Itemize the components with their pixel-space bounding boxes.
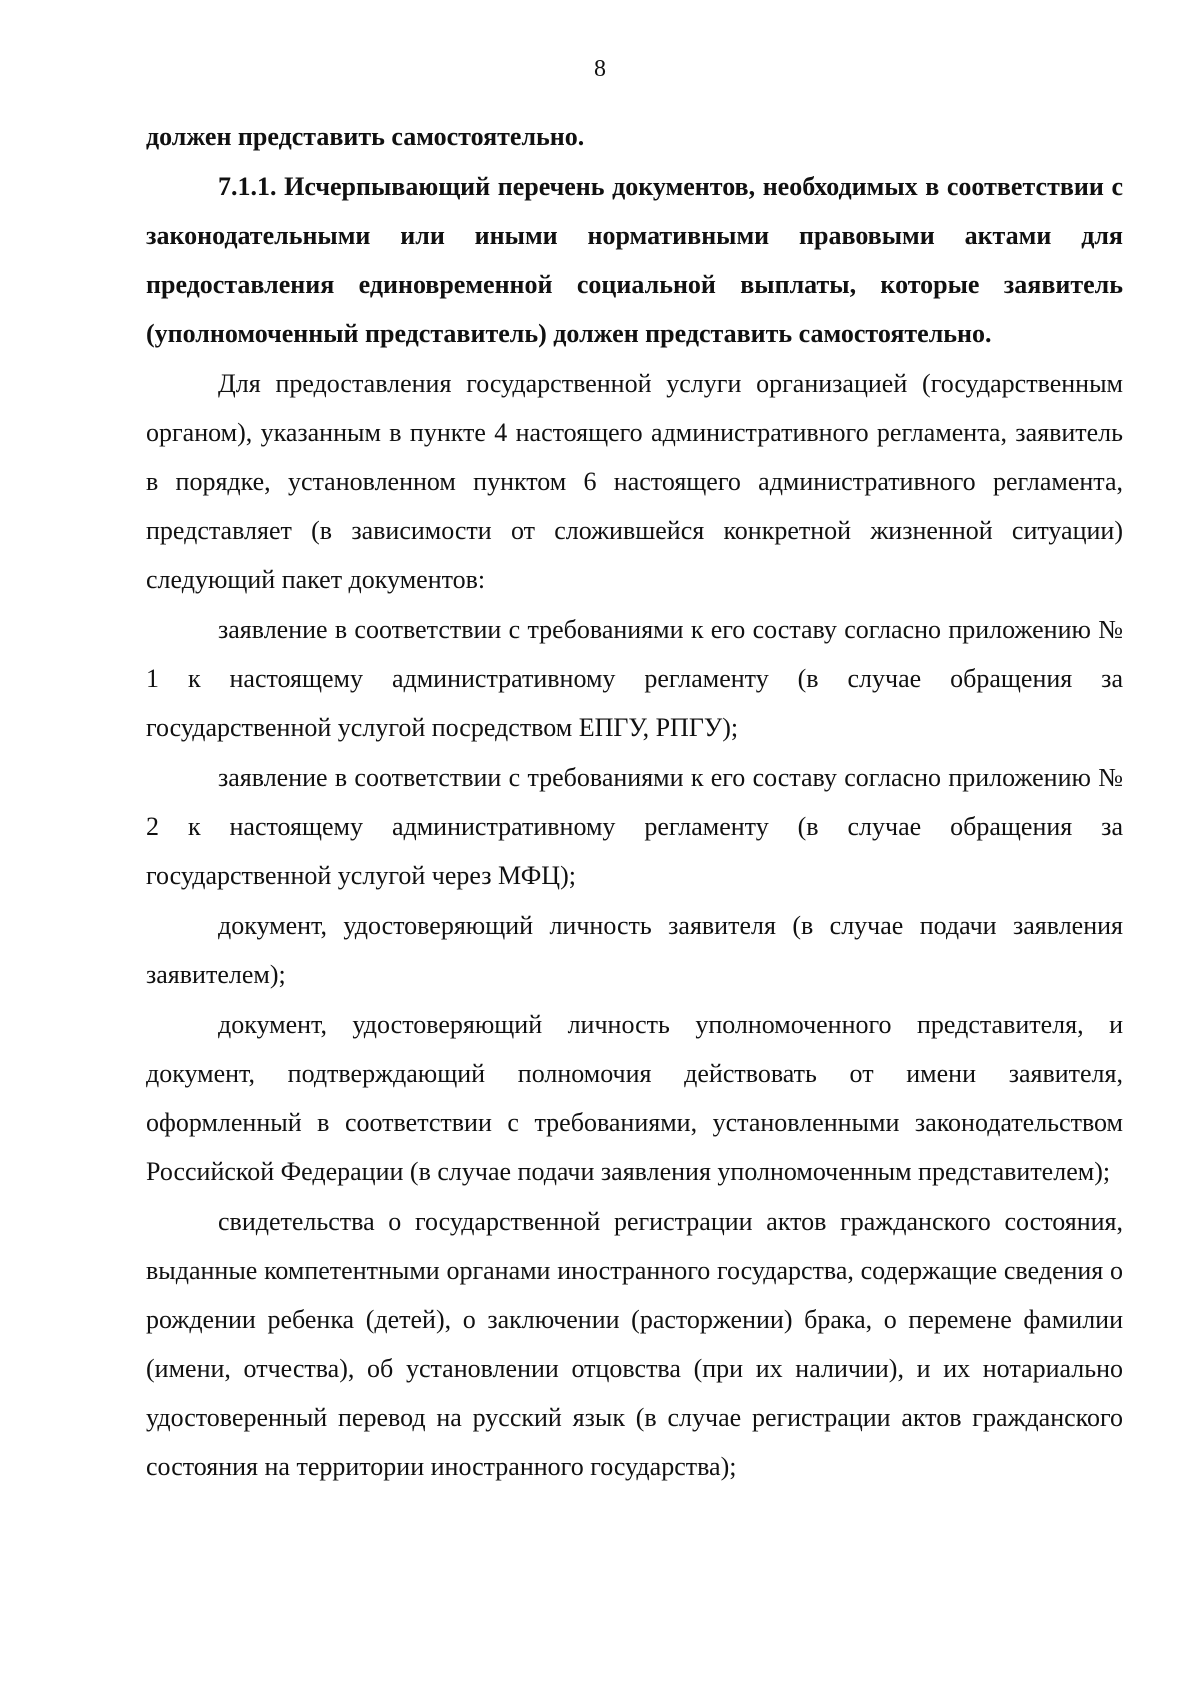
intro-paragraph: Для предоставления государственной услуги организацией (государственным органом), указанным в пункте 4 настоящего административного регламента, заявитель в порядке, установленном пунктом 6 настоящего административного регламента, представляет (в зависимости от сложившейся конкретной жизненной ситуации) следующий пакет документов:	[146, 369, 1123, 594]
page-number: 8	[594, 56, 606, 82]
section-heading: 7.1.1. Исчерпывающий перечень документов, необходимых в соответствии с законодательными или иными нормативными правовыми актами для предоставления единовременной социальной выплаты, которые заявитель (уполномоченный представитель) должен представить самостоятельно.	[146, 172, 1123, 348]
document-body	[146, 112, 1123, 1491]
document-item: документ, удостоверяющий личность уполномоченного представителя, и документ, подтверждающий полномочия действовать от имени заявителя, оформленный в соответствии с требованиями, установленными законодательством Российской Федерации (в случае подачи заявления уполномоченным представителем);	[146, 1010, 1123, 1186]
document-item: документ, удостоверяющий личность заявителя (в случае подачи заявления заявителем);	[146, 911, 1123, 989]
document-item: заявление в соответствии с требованиями к его составу согласно приложению № 1 к настоящему административному регламенту (в случае обращения за государственной услугой посредством ЕПГУ, РПГУ);	[146, 615, 1123, 742]
document-item: заявление в соответствии с требованиями к его составу согласно приложению № 2 к настоящему административному регламенту (в случае обращения за государственной услугой через МФЦ);	[146, 763, 1123, 890]
document-item: свидетельства о государственной регистрации актов гражданского состояния, выданные компетентными органами иностранного государства, содержащие сведения о рождении ребенка (детей), о заключении (расторжении) брака, о перемене фамилии (имени, отчества), об установлении отцовства (при их наличии), и их нотариально удостоверенный перевод на русский язык (в случае регистрации актов гражданского состояния на территории иностранного государства);	[146, 1207, 1123, 1481]
continuation-text: должен представить самостоятельно.	[146, 122, 585, 151]
